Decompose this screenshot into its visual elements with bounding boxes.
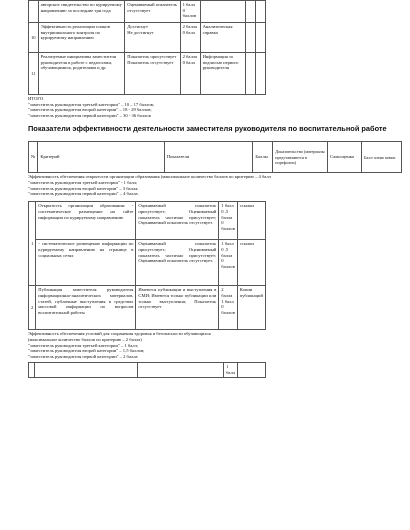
empty-cell (256, 1, 266, 23)
table-row (29, 202, 266, 240)
table-row (29, 362, 266, 377)
summary-block (28, 96, 402, 119)
indicator-cell: Показатель присутствует Показатель отсутствует (125, 53, 180, 95)
empty-cell (246, 23, 256, 53)
header-self-assessment: Самооценка (328, 142, 362, 173)
indicator-cell: Достигнут Не достигнут (125, 23, 180, 53)
table-row (29, 1, 266, 23)
criterion-block (28, 331, 402, 360)
row-number: 2 (29, 286, 36, 330)
score-cell: 1 балл 0 баллов (180, 1, 200, 23)
confirmation-cell (238, 362, 266, 377)
criterion-cell: - систематическое размещение информации по курируемому направлению на странице в социальных сетях (36, 240, 136, 286)
score-cell: 2 балла 0 балл (180, 23, 200, 53)
confirmation-cell: ссылки (237, 202, 265, 240)
block-line: "заместитель руководителя второй категории" – 3 балла; (28, 185, 139, 191)
confirmation-cell: Информация за подписью первого руководителя (200, 53, 246, 95)
header-commission-score: Балл члено комис (362, 142, 402, 173)
indicator-cell: Имеются публикации и выступления в СМИ; Имеются только публикации или только выступления; Показатель отсутствует (136, 286, 219, 330)
row-number (29, 1, 39, 23)
confirmation-cell: ссылки (237, 240, 265, 286)
block-line: "заместитель руководителя первой категории" – 4 балла. (28, 191, 139, 197)
indicator-cell: Оцениваемый показатель присутствует; Оцениваемый показатель частично присутствует; Оцениваемый показатель отсутствует. (136, 240, 219, 286)
table-row (29, 240, 266, 286)
row-number: 1 (29, 202, 36, 286)
confirmation-cell: Копии публикаций (237, 286, 265, 330)
header-indicators: Показатели (164, 142, 253, 173)
row-number: 11 (29, 53, 39, 95)
table-row (29, 53, 266, 95)
table-row (29, 23, 266, 53)
summary-line: "заместитель руководителя первой категории" – 30 - 36 баллов (28, 113, 151, 119)
criterion-cell: авторское свидетельство по курируемому направлению за последние три года (38, 1, 125, 23)
score-cell: 1 балл (224, 362, 238, 377)
block-line: "заместитель руководителя третьей категории" - 1 балл; (28, 179, 138, 185)
confirmation-cell (200, 1, 246, 23)
criterion-cell: Реализуемые инициативы заместителя руководителя в работе с педагогами, обучающимися, родителями и др. (38, 53, 125, 95)
score-cell: 2 балла 1 балл 0 баллов (219, 286, 237, 330)
criterion-cell (34, 362, 138, 377)
score-cell: 1 балл 0 ,5 балла 0 баллов (219, 240, 237, 286)
criterion-cell: Открытость организации образования: - систематическое размещение на сайте информации по курируемому направлению (36, 202, 136, 240)
header-scores: Баллы (253, 142, 273, 173)
indicator-cell: Оцениваемый показатель присутствует; Оцениваемый показатель частично присутствует; Оцениваемый показатель отсутствует. (136, 202, 219, 240)
block-line: "заместитель руководителя первой категории" – 2 балла (28, 354, 138, 360)
table-row (29, 286, 266, 330)
score-cell: 1 балл 0 ,5 балла 0 баллов (219, 202, 237, 240)
block-line: "заместитель руководителя третьей категории" – 1 балл; (28, 342, 139, 348)
header-criterion: Критерий (38, 142, 164, 173)
header-table (28, 141, 402, 173)
criterion-cell: Эффективность реализации планов внутришкольного контроля по курируемому направлению (38, 23, 125, 53)
empty-cell (246, 53, 256, 95)
indicator-cell: Оцениваемый показатель отсутствует (125, 1, 180, 23)
header-number: № (29, 142, 38, 173)
health-table (28, 362, 266, 378)
empty-cell (256, 23, 266, 53)
summary-line: "заместитель руководителя третьей категории" – 10 – 17 баллов; (28, 101, 155, 107)
criterion-block (28, 174, 402, 197)
indicator-cell (138, 362, 224, 377)
block-line: Эффективность обеспечения условий для сохранения здоровья и безопасности обучающихся (28, 331, 211, 337)
criteria-table-continued (28, 0, 266, 95)
table-header-row (29, 142, 402, 173)
summary-line: "заместитель руководителя второй категории" – 18 - 29 баллов; (28, 107, 152, 113)
document-page (28, 0, 402, 530)
block-line: "заместитель руководителя второй категории" – 1,5 баллов; (28, 348, 145, 354)
openness-table (28, 201, 266, 330)
block-line: Эффективность обеспечения открытости организации образования (максимальное количество баллов по критерию – 4 балл (28, 174, 271, 180)
empty-cell (256, 53, 266, 95)
row-number: 10 (29, 23, 39, 53)
block-line: (максимальное количество баллов по критерию – 2 балла) (28, 336, 142, 342)
confirmation-cell: Аналитическая справка (200, 23, 246, 53)
header-confirmation: Доказательство (материалы представляются в портфолио) (273, 142, 328, 173)
criterion-cell: Публикация заместителя руководителя информационно-аналитических материалов, статей, публичные выступления в средствах массовой информации по вопросам воспитательной работы (36, 286, 136, 330)
section-title: Показатели эффективности деятельности заместителя руководителя по воспитательной работе (28, 123, 387, 133)
empty-cell (246, 1, 256, 23)
score-cell: 2 балла 0 балл (180, 53, 200, 95)
summary-heading: ИТОГО (28, 96, 44, 101)
